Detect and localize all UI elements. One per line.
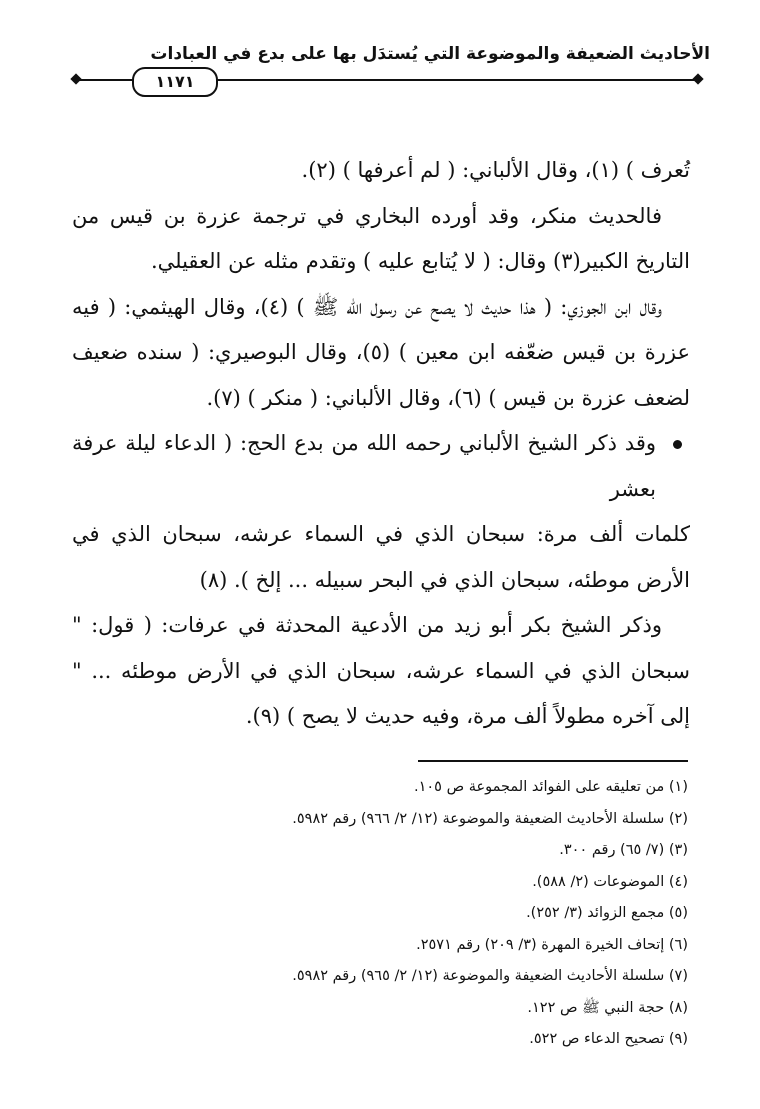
bullet-paragraph-line: وقد ذكر الشيخ الألباني رحمه الله من بدع الحج: ( الدعاء ليلة عرفة بعشر <box>72 431 656 501</box>
footnote-item: (٢) سلسلة الأحاديث الضعيفة والموضوعة (١٢/ ٢/ ٩٦٦) رقم ٥٩٨٢. <box>292 810 688 827</box>
paragraph-continuation: تُعرف ) (١)، وقال الألباني: ( لم أعرفها ) (٢). <box>301 158 690 182</box>
header-rule-left-ornament <box>70 73 81 84</box>
footnote-item: (٩) تصحيح الدعاء ص ٥٢٢. <box>529 1031 688 1047</box>
footnote-separator <box>418 760 688 762</box>
footnote-item: (٧) سلسلة الأحاديث الضعيفة والموضوعة (١٢/ ٢/ ٩٦٥) رقم ٥٩٨٢. <box>292 968 688 984</box>
paragraph-ibn-jawzi: وقال ابن الجوزي: ( هذا حديث لا يصح عن رسول الله ﷺ ) (٤)، وقال الهيثمي: ( فيه عزرة بن قيس ضعّفه ابن معين ) (٥)، وقال البوصيري: ( سنده ضعيف لضعف عزرة بن قيس ) (٦)، وقال الألباني: ( منكر ) (٧). <box>72 294 690 410</box>
footnote-item: (٥) مجمع الزوائد (٣/ ٢٥٢). <box>526 905 688 921</box>
bullet-paragraph-continuation: كلمات ألف مرة: سبحان الذي في السماء عرشه، سبحان الذي في الأرض موطئه، سبحان الذي في البحر سبيله ... إلخ ). (٨) <box>72 522 690 592</box>
footnote-item: (٨) حجة النبي ﷺ ص ١٢٢. <box>527 999 688 1016</box>
paragraph-bakr-abu-zaid: وذكر الشيخ بكر أبو زيد من الأدعية المحدثة في عرفات: ( قول: " سبحان الذي في السماء عرشه، سبحان الذي في الأرض موطئه ... " إلى آخره مطولاً ألف مرة، وفيه حديث لا يصح ) (٩). <box>72 613 690 728</box>
header-rule-right-ornament <box>692 73 703 84</box>
page-header <box>0 0 760 100</box>
running-title: الأحاديث الضعيفة والموضوعة التي يُستدَل بها على بدع في العبادات <box>150 44 710 64</box>
paragraph-bukhari: فالحديث منكر، وقد أورده البخاري في ترجمة عزرة بن قيس من التاريخ الكبير(٣) وقال: ( لا يُتابع عليه ) وتقدم مثله عن العقيلي. <box>72 203 690 273</box>
footnote-item: (٦) إتحاف الخيرة المهرة (٣/ ٢٠٩) رقم ٢٥٧١. <box>416 936 688 953</box>
footnotes-list <box>72 772 688 1056</box>
footnote-item: (٤) الموضوعات (٢/ ٥٨٨). <box>532 873 688 890</box>
bullet-paragraph-albani <box>72 421 690 512</box>
footnote-item: (٣) (٧/ ٦٥) رقم ٣٠٠. <box>559 842 688 858</box>
bullet-icon <box>673 440 682 449</box>
page-number: ١١٧١ <box>132 67 218 97</box>
footnote-item: (١) من تعليقه على الفوائد المجموعة ص ١٠٥. <box>414 779 688 795</box>
main-text <box>72 148 690 740</box>
